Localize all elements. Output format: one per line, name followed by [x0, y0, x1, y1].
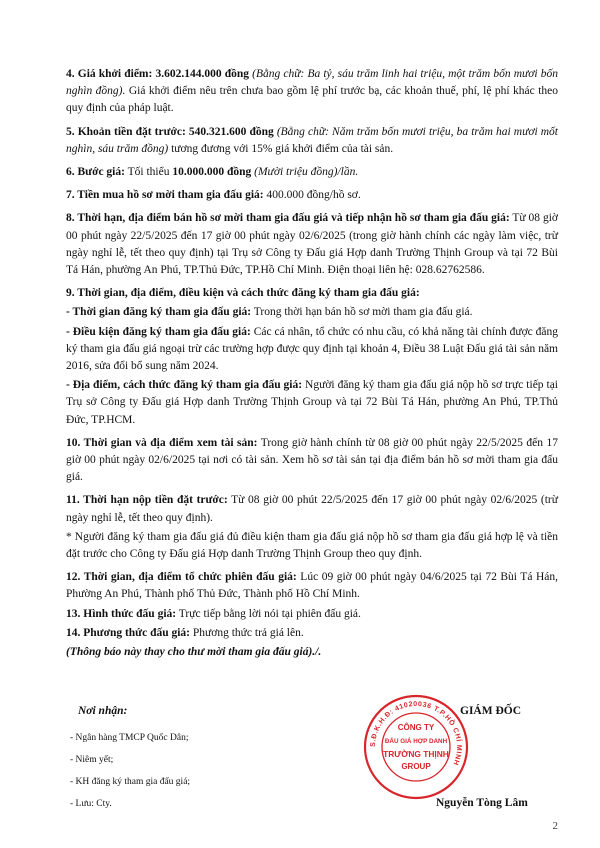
svg-text:ĐẤU GIÁ HỢP DANH: ĐẤU GIÁ HỢP DANH — [384, 738, 448, 745]
recipients-list — [70, 727, 190, 815]
item-9-registration-conditions: - Điều kiện đăng ký tham gia đấu giá: Các cá nhân, tổ chức có nhu cầu, có khả năng tài chính được đăng ký tham gia đấu giá ngoại trừ các trường hợp được quy định tại khoản 4, Điều 38 Luật Đấu giá tài sản năm 2016, sửa đổi bổ sung năm 2024. — [66, 325, 559, 373]
item-12-auction-session: 12. Thời gian, địa điểm tổ chức phiên đấu giá: Lúc 09 giờ 00 phút ngày 04/6/2025 tại 72 Bùi Tá Hán, Phường An Phú, Thành phố Thủ Đức, Thành phố Hồ Chí Minh. — [66, 571, 559, 601]
recipients-title: Nơi nhận: — [78, 705, 128, 717]
document-body — [66, 66, 558, 667]
recipient-item: - Lưu: Cty. — [70, 793, 190, 815]
item-9-registration: 9. Thời gian, địa điểm, điều kiện và cách thức đăng ký tham gia đấu giá: — [66, 287, 420, 300]
signer-name: Nguyễn Tòng Lâm — [436, 797, 528, 809]
footer-block — [66, 700, 558, 825]
item-8-sale-period: 8. Thời hạn, địa điểm bán hồ sơ mời tham gia đấu giá và tiếp nhận hồ sơ tham gia đấu giá: Từ 08 giờ 00 phút ngày 22/5/2025 đến 17 giờ 00 phút ngày 02/6/2025 (trong giờ hành chính các ngày làm việc, trừ ngày nghỉ lễ, tết theo quy định) tại Trụ sở Công ty Đấu giá Hợp danh Trường Thịnh Group và tại 72 Bùi Tá Hán, phường An Phú, TP.Thủ Đức, TP.Hồ Chí Minh. Điện thoại liên hệ: 028.62762586. — [66, 212, 558, 277]
item-10-viewing: 10. Thời gian và địa điểm xem tài sản: Trong giờ hành chính từ 08 giờ 00 phút ngày 22/5/2025 đến 17 giờ 00 phút ngày 02/6/2025 tại nơi có tài sản. Xem hồ sơ tài sản tại địa điểm bán hồ sơ mời tham gia đấu giá. — [66, 436, 558, 484]
svg-text:S.Đ.K.H.Đ: 41020036 T.P.HỒ CHÍ: S.Đ.K.H.Đ: 41020036 T.P.HỒ CHÍ MINH — [369, 700, 463, 767]
recipient-item: - KH đăng ký tham gia đấu giá; — [70, 771, 190, 793]
item-9-registration-time: - Thời gian đăng ký tham gia đấu giá: Trong thời hạn bán hồ sơ mời tham gia đấu giá. — [66, 306, 473, 319]
item-4-starting-price: 4. Giá khởi điểm: 3.602.144.000 đồng (Bằng chữ: Ba tỷ, sáu trăm linh hai triệu, một trăm bốn mươi bốn nghìn đồng). Giá khởi điểm nêu trên chưa bao gồm lệ phí trước bạ, các khoản thuế, phí, lệ phí khác theo quy định của pháp luật. — [66, 68, 559, 115]
item-11-deposit-deadline: 11. Thời hạn nộp tiền đặt trước: Từ 08 giờ 00 phút 22/5/2025 đến 17 giờ 00 phút ngày 02/6/2025 (trừ ngày nghỉ lễ, tết theo quy định). — [66, 494, 558, 524]
item-6-bid-step: 6. Bước giá: Tối thiểu 10.000.000 đồng (Mười triệu đồng)/lần. — [66, 166, 359, 179]
item-13-auction-form: 13. Hình thức đấu giá: Trực tiếp bằng lời nói tại phiên đấu giá. — [66, 607, 361, 620]
signature-title: GIÁM ĐỐC — [460, 705, 522, 717]
item-14-auction-method: 14. Phương thức đấu giá: Phương thức trả giá lên. — [66, 626, 304, 639]
svg-text:TRƯỜNG THỊNH: TRƯỜNG THỊNH — [383, 749, 449, 759]
company-seal-stamp — [362, 693, 470, 801]
item-5-deposit: 5. Khoản tiền đặt trước: 540.321.600 đồng (Bằng chữ: Năm trăm bốn mươi triệu, ba trăm hai mươi mốt nghìn, sáu trăm đồng) tương đương với 15% giá khởi điểm của tài sản. — [66, 125, 558, 155]
recipient-item: - Ngân hàng TMCP Quốc Dân; — [70, 727, 190, 749]
item-9-registration-place: - Địa điểm, cách thức đăng ký tham gia đấu giá: Người đăng ký tham gia đấu giá nộp hồ sơ trực tiếp tại Trụ sở Công ty Đấu giá Hợp danh Trường Thịnh Group và tại 72 Bùi Tá Hán, phường An Phú, TP.Thủ Đức, TP.HCM. — [66, 379, 558, 426]
item-11-note: * Người đăng ký tham gia đấu giá đủ điều kiện tham gia đấu giá nộp hồ sơ tham gia đấu giá hợp lệ và tiền đặt trước cho Công ty Đấu giá Hợp danh Trường Thịnh Group theo quy định. — [66, 530, 558, 561]
item-7-dossier-fee: 7. Tiền mua hồ sơ mời tham gia đấu giá: 400.000 đồng/hồ sơ. — [66, 189, 361, 202]
svg-text:GROUP: GROUP — [401, 762, 431, 771]
closing-note: (Thông báo này thay cho thư mời tham gia đấu giá)./. — [66, 646, 322, 659]
page-number: 2 — [552, 820, 558, 832]
recipient-item: - Niêm yết; — [70, 749, 190, 771]
svg-text:CÔNG TY: CÔNG TY — [397, 723, 435, 732]
